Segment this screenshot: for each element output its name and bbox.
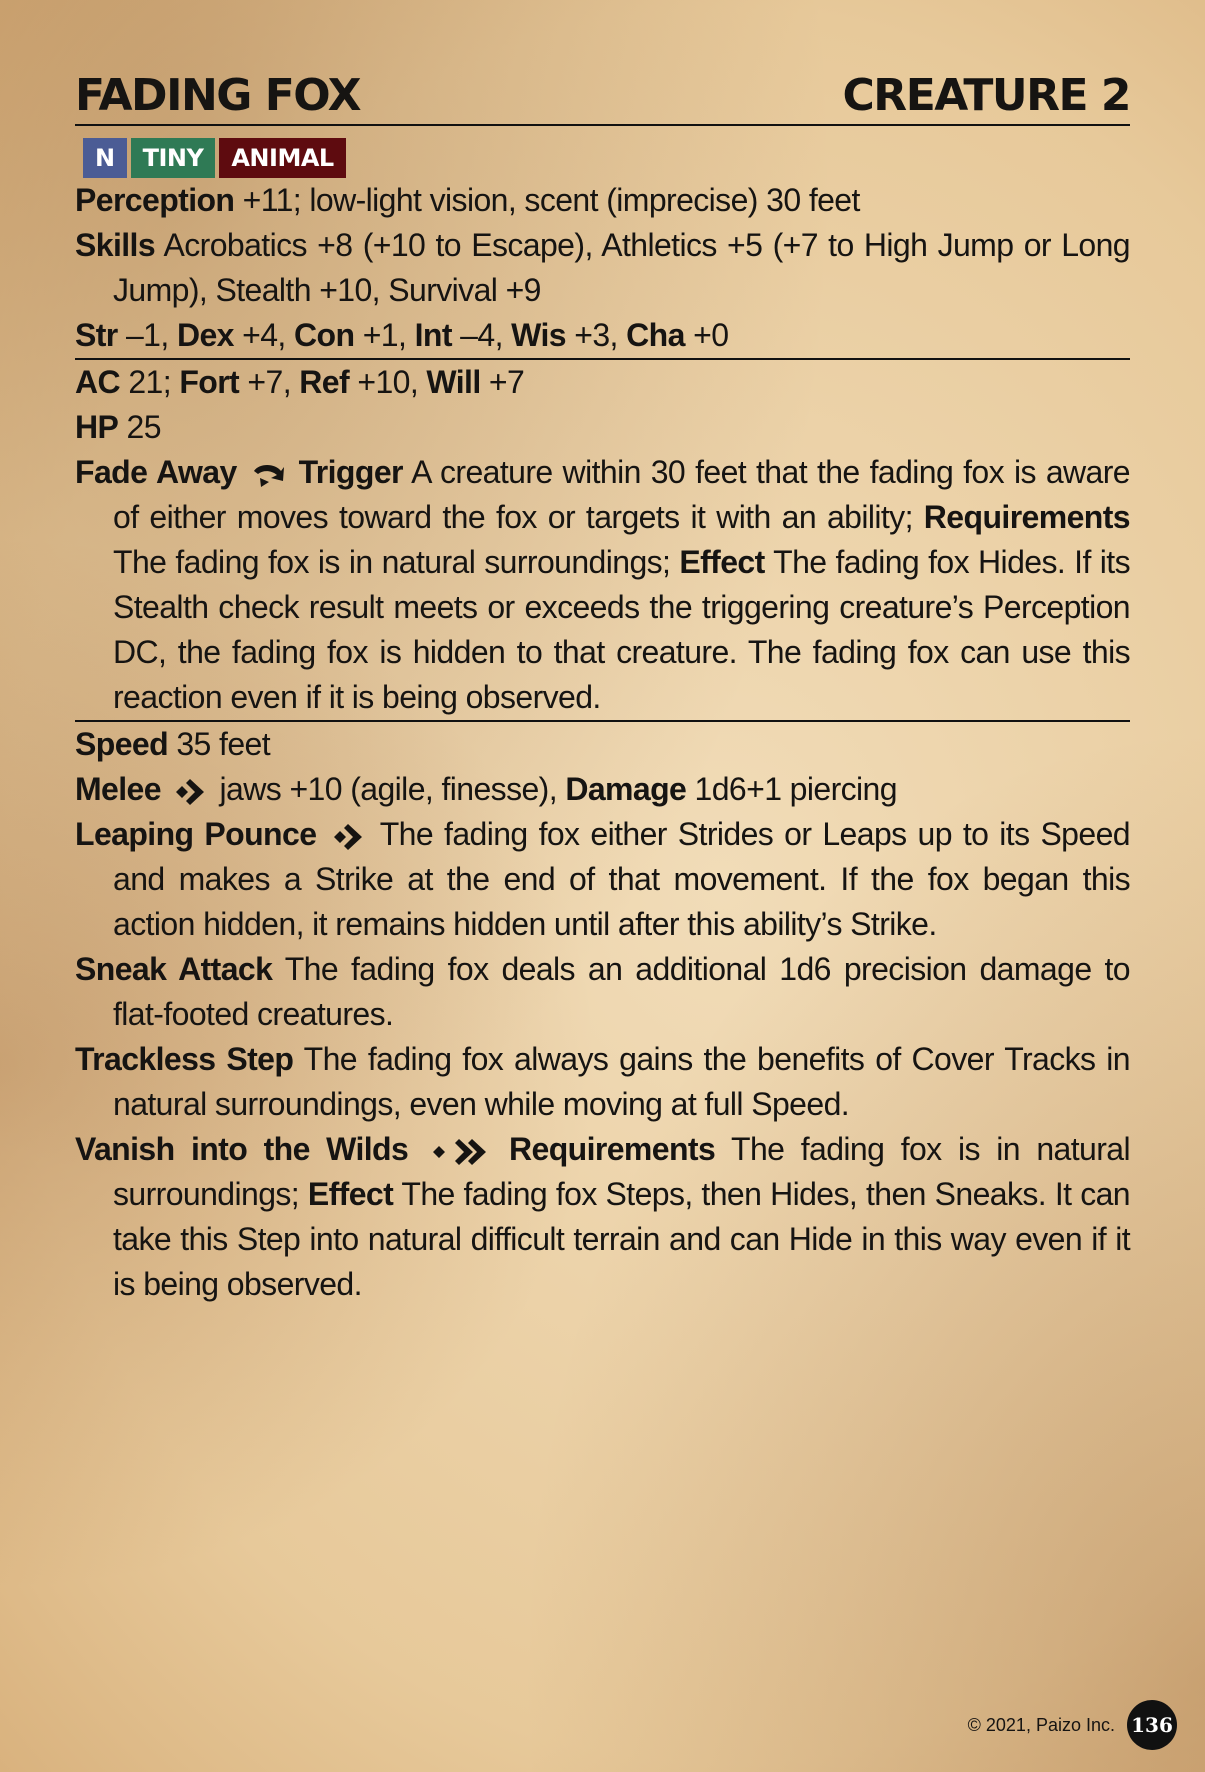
fort-label: Fort	[179, 364, 240, 400]
vanish-effect-label: Effect	[307, 1176, 394, 1212]
stat-text	[75, 178, 1130, 1307]
con-label: Con	[294, 317, 355, 353]
title-row	[75, 70, 1130, 126]
single-action-icon	[173, 777, 207, 807]
sneak-attack-text: The fading fox deals an additional 1d6 precision damage to flat-footed creatures.	[113, 951, 1130, 1032]
cha-value: +0	[684, 317, 729, 353]
cha-label: Cha	[626, 317, 685, 353]
speed-value: 35 feet	[168, 726, 270, 762]
creature-name: FADING FOX	[75, 70, 361, 121]
trait-size: TINY	[131, 138, 216, 178]
damage-text: 1d6+1 piercing	[686, 771, 897, 807]
perception-label: Perception	[75, 182, 235, 218]
vanish-ability	[75, 1127, 1130, 1307]
copyright: © 2021, Paizo Inc.	[967, 1714, 1115, 1735]
trait-animal: ANIMAL	[219, 138, 345, 178]
dex-value: +4,	[233, 317, 295, 353]
fade-away-ability	[75, 450, 1130, 720]
will-label: Will	[426, 364, 481, 400]
creature-level: CREATURE 2	[842, 70, 1130, 121]
damage-label: Damage	[565, 771, 687, 807]
vanish-effect-text: The fading fox Steps, then Hides, then Sneaks. It can take this Step into natural difficult terrain and can Hide in this way even if it is being observed.	[113, 1176, 1130, 1302]
skills-text: Acrobatics +8 (+10 to Escape), Athletics +5 (+7 to High Jump or Long Jump), Stealth +10, Survival +9	[113, 227, 1130, 308]
single-action-icon	[331, 822, 365, 852]
hp-label: HP	[75, 409, 119, 445]
trackless-step-name: Trackless Step	[75, 1041, 294, 1077]
page-number: 136	[1127, 1700, 1177, 1750]
skills-label: Skills	[75, 227, 156, 263]
speed-label: Speed	[75, 726, 169, 762]
hp-line	[75, 405, 1130, 450]
vanish-name: Vanish into the Wilds	[75, 1131, 409, 1167]
ref-value: +10,	[349, 364, 427, 400]
ac-value: 21;	[120, 364, 180, 400]
wis-label: Wis	[511, 317, 566, 353]
defenses-line	[75, 360, 1130, 405]
trackless-step-text: The fading fox always gains the benefits of Cover Tracks in natural surroundings, even while moving at full Speed.	[113, 1041, 1130, 1122]
trait-alignment: N	[83, 138, 127, 178]
fade-away-effect-text: The fading fox Hides. If its Stealth check result meets or exceeds the triggering creature’s Perception DC, the fading fox is hidden to that creature. The fading fox can use this reaction even if it is being observed.	[113, 544, 1130, 715]
trait-list	[83, 138, 1130, 178]
wis-value: +3,	[565, 317, 627, 353]
melee-line	[75, 767, 1130, 812]
sneak-attack-ability	[75, 947, 1130, 1037]
abilities-line	[75, 313, 1130, 358]
ref-label: Ref	[299, 364, 350, 400]
perception-text: +11; low-light vision, scent (imprecise) 30 feet	[234, 182, 860, 218]
will-value: +7	[480, 364, 525, 400]
fade-away-name: Fade Away	[75, 454, 237, 490]
leaping-pounce-name: Leaping Pounce	[75, 816, 317, 852]
two-actions-icon	[429, 1137, 489, 1167]
leaping-pounce-text: The fading fox either Strides or Leaps up to its Speed and makes a Strike at the end of that movement. If the fox began this action hidden, it remains hidden until after this ability’s Strike.	[113, 816, 1130, 942]
melee-text: jaws +10 (agile, finesse),	[219, 771, 566, 807]
hp-value: 25	[118, 409, 161, 445]
int-label: Int	[414, 317, 452, 353]
perception-line	[75, 178, 1130, 223]
fort-value: +7,	[239, 364, 300, 400]
trigger-text: A creature within 30 feet that the fading fox is aware of either moves toward the fox or targets it with an ability;	[113, 454, 1130, 535]
reaction-icon	[251, 462, 285, 488]
vanish-requirements-label: Requirements	[508, 1131, 716, 1167]
fade-away-requirements-label: Requirements	[923, 499, 1130, 535]
ac-label: AC	[75, 364, 121, 400]
speed-line	[75, 722, 1130, 767]
str-label: Str	[75, 317, 118, 353]
leaping-pounce-ability	[75, 812, 1130, 947]
con-value: +1,	[354, 317, 415, 353]
dex-label: Dex	[176, 317, 234, 353]
str-value: –1,	[117, 317, 177, 353]
page-footer	[968, 1700, 1177, 1750]
skills-line	[75, 223, 1130, 313]
stat-block	[75, 70, 1130, 1307]
sneak-attack-name: Sneak Attack	[75, 951, 273, 987]
vanish-requirements-text: The fading fox is in natural surroundings;	[113, 1131, 1130, 1212]
melee-label: Melee	[75, 771, 161, 807]
trigger-label: Trigger	[298, 454, 403, 490]
int-value: –4,	[451, 317, 512, 353]
trackless-step-ability	[75, 1037, 1130, 1127]
fade-away-effect-label: Effect	[679, 544, 765, 580]
fade-away-requirements-text: The fading fox is in natural surroundings;	[113, 544, 680, 580]
